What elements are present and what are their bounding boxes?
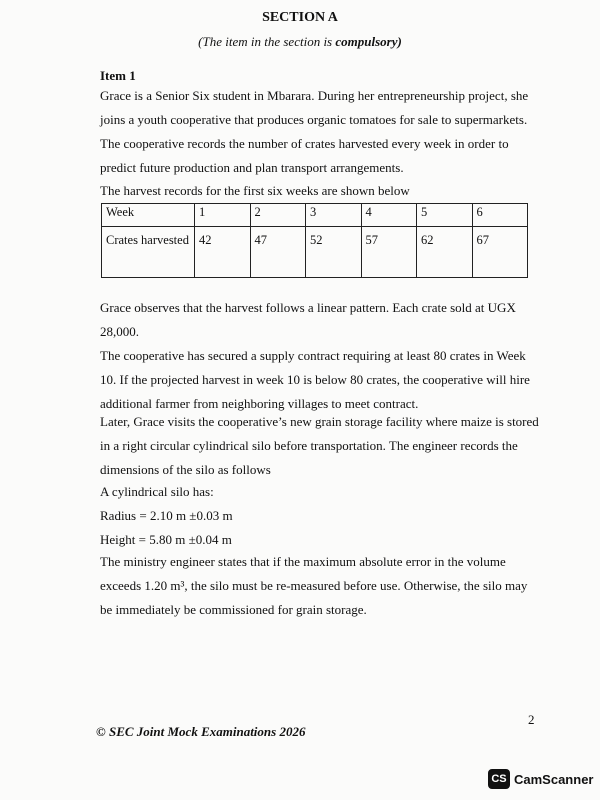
week-cell: 5 xyxy=(417,204,473,227)
section-subtitle xyxy=(0,34,600,50)
harvest-table xyxy=(101,203,528,278)
crates-cell: 62 xyxy=(417,227,473,278)
crates-cell: 42 xyxy=(195,227,251,278)
section-subtitle-text: (The item in the section is xyxy=(198,34,336,49)
ministry-paragraph: The ministry engineer states that if the maximum absolute error in the volume exceeds 1.20 m³, the silo must be re-measured before use. Otherwise, the silo may be immediately be commissioned for grain storage. xyxy=(100,554,528,617)
week-cell: 3 xyxy=(306,204,362,227)
crates-cell: 57 xyxy=(361,227,417,278)
week-row xyxy=(102,204,528,227)
week-cell: 2 xyxy=(250,204,306,227)
silo-label: A cylindrical silo has: xyxy=(100,484,214,499)
crates-cell: 47 xyxy=(250,227,306,278)
intro-paragraph: Grace is a Senior Six student in Mbarara. During her entrepreneurship project, she joins a youth cooperative that produces organic tomatoes for sale to supermarkets. The cooperative records the number of crates harvested every week in order to predict future production and plan transport arrangements. xyxy=(100,88,529,175)
footer-copyright: © SEC Joint Mock Examinations 2026 xyxy=(96,724,306,739)
crates-cell: 52 xyxy=(306,227,362,278)
camscanner-name: CamScanner xyxy=(514,771,594,787)
item-heading: Item 1 xyxy=(100,68,136,83)
table-caption: The harvest records for the first six weeks are shown below xyxy=(100,183,410,198)
camscanner-watermark xyxy=(488,769,593,789)
height-line: Height = 5.80 m ±0.04 m xyxy=(100,532,232,547)
crates-cell: 67 xyxy=(472,227,528,278)
crates-row xyxy=(102,227,528,278)
radius-line: Radius = 2.10 m ±0.03 m xyxy=(100,508,233,523)
camscanner-logo-icon: CS xyxy=(488,769,510,789)
section-title: SECTION A xyxy=(262,10,338,25)
week-cell: 6 xyxy=(472,204,528,227)
week-cell: 4 xyxy=(361,204,417,227)
observation-paragraph: Grace observes that the harvest follows a linear pattern. Each crate sold at UGX 28,000. xyxy=(100,300,516,339)
page-number: 2 xyxy=(528,712,535,727)
week-label-cell: Week xyxy=(102,204,195,227)
crates-label-cell: Crates harvested xyxy=(102,227,195,278)
contract-paragraph: The cooperative has secured a supply contract requiring at least 80 crates in Week 10. If the projected harvest in week 10 is below 80 crates, the cooperative will hire additional farmer from neighboring villages to meet contract. xyxy=(100,348,530,411)
silo-intro-paragraph: Later, Grace visits the cooperative’s new grain storage facility where maize is stored in a right circular cylindrical silo before transportation. The engineer records the dimensions of the silo as follows xyxy=(100,414,539,477)
week-cell: 1 xyxy=(195,204,251,227)
compulsory-word: compulsory) xyxy=(335,34,402,49)
